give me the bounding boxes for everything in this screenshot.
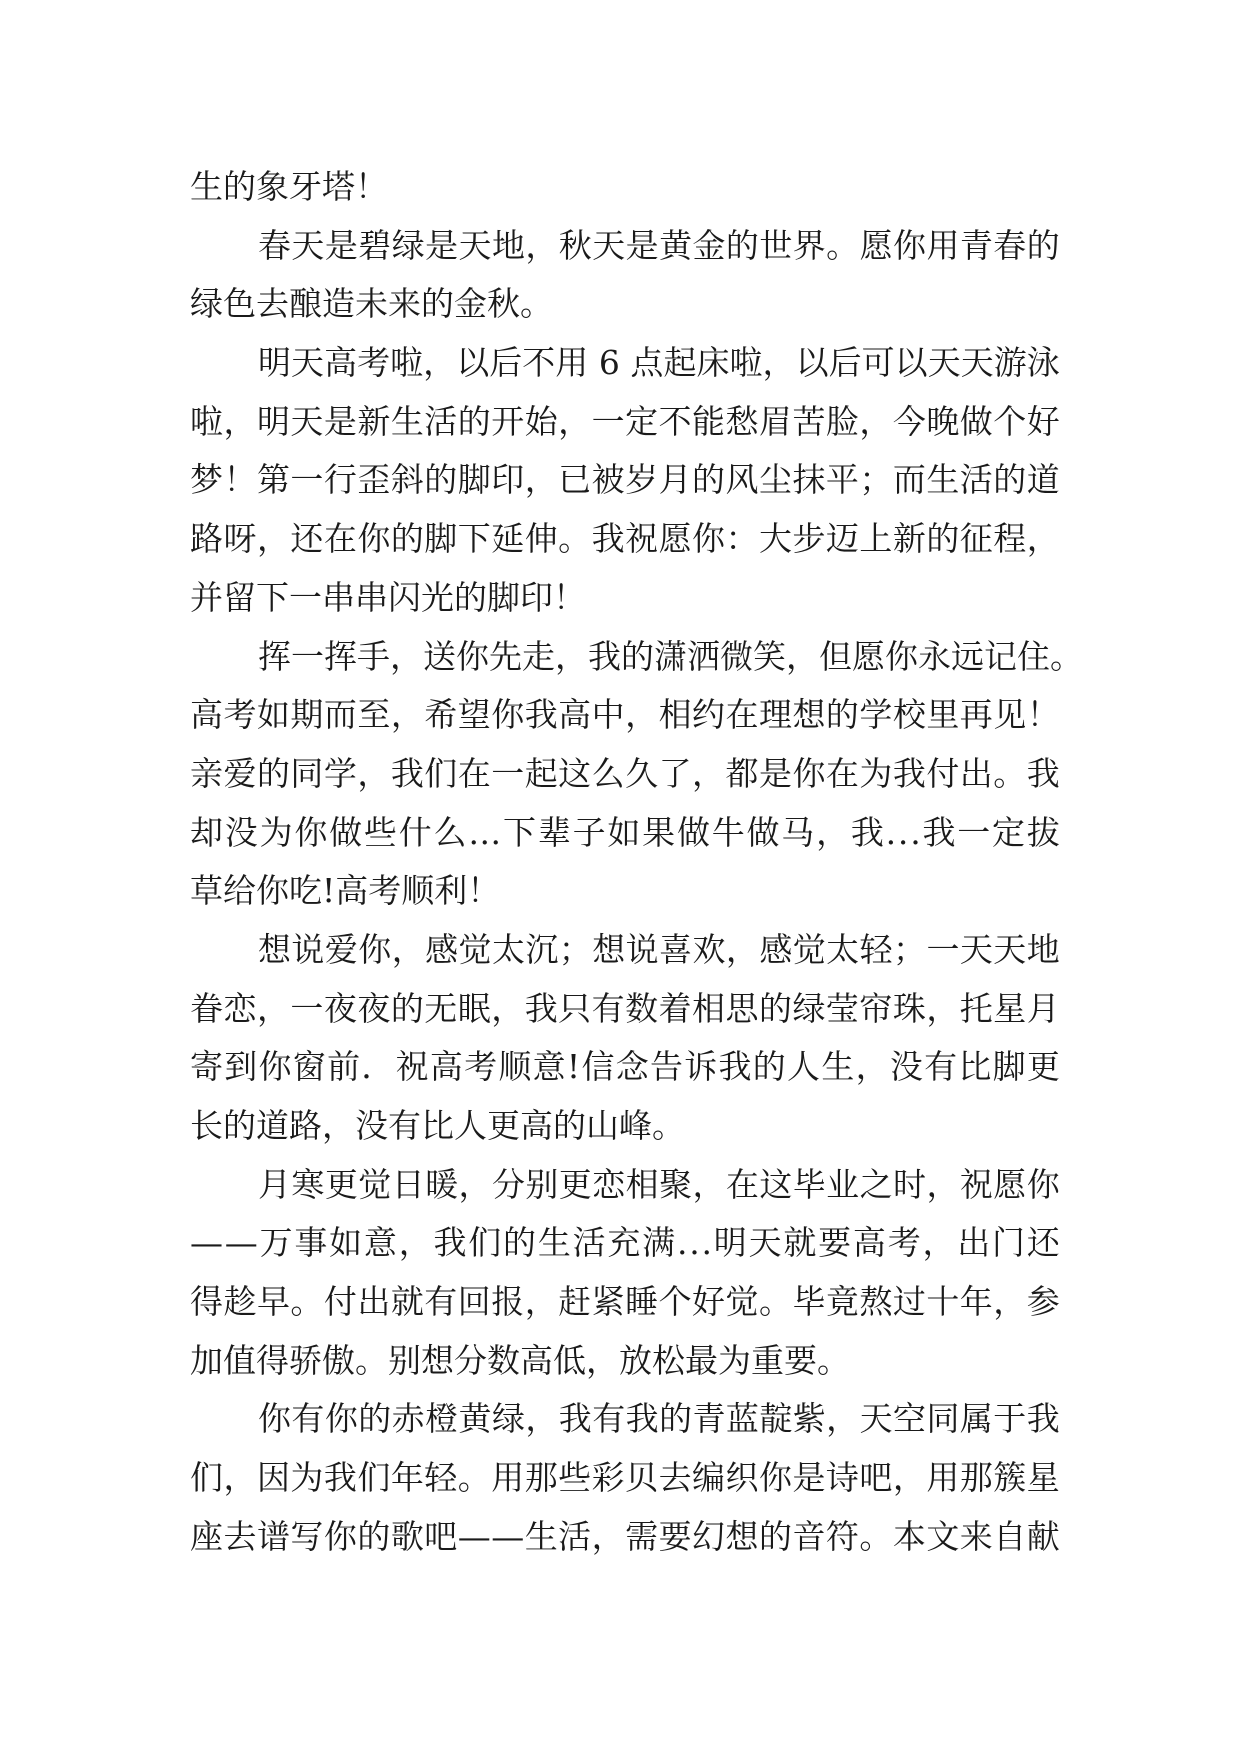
text-line: — — 万 事 如 意 ， 我 们 的 生 活 充 满 . . . 明 天 就 要 高 考 ， 出 门 还 — [190, 1223, 1060, 1263]
text-line: 明 天 高 考 啦 ， 以 后 不 用 6 点 起 床 啦 ， 以 后 可 以 天 天 游 泳 — [258, 343, 1060, 383]
text-line: 高 考 如 期 而 至 ， 希 望 你 我 高 中 ， 相 约 在 理 想 的 学 校 里 再 见 ！ — [190, 695, 1060, 735]
text-line: 啦 ， 明 天 是 新 生 活 的 开 始 ， 一 定 不 能 愁 眉 苦 脸 ， 今 晚 做 个 好 — [190, 401, 1060, 441]
text-line: 们 ， 因 为 我 们 年 轻 。 用 那 些 彩 贝 去 编 织 你 是 诗 吧 ， 用 那 簇 星 — [190, 1458, 1060, 1498]
text-line: 月 寒 更 觉 日 暖 ， 分 别 更 恋 相 聚 ， 在 这 毕 业 之 时 ， 祝 愿 你 — [258, 1164, 1060, 1204]
text-line: 绿色去酿造未来的金秋。 — [190, 284, 553, 324]
text-line: 路 呀 ， 还 在 你 的 脚 下 延 伸 。 我 祝 愿 你 ： 大 步 迈 上 新 的 征 程 ， — [190, 519, 1060, 559]
text-line: 得 趁 早 。 付 出 就 有 回 报 ， 赶 紧 睡 个 好 觉 。 毕 竟 熬 过 十 年 ， 参 — [190, 1282, 1060, 1322]
text-line: 挥 一 挥 手 ， 送 你 先 走 ， 我 的 潇 洒 微 笑 ， 但 愿 你 永 远 记 住 。 — [258, 636, 1083, 676]
document-body — [190, 158, 1083, 1567]
text-line: 眷 恋 ， 一 夜 夜 的 无 眠 ， 我 只 有 数 着 相 思 的 绿 莹 帘 珠 ， 托 星 月 — [190, 988, 1060, 1028]
text-line: 加值得骄傲。别想分数高低，放松最为重要。 — [190, 1340, 850, 1380]
text-line: 生的象牙塔！ — [190, 167, 388, 206]
text-line: 亲 爱 的 同 学 ， 我 们 在 一 起 这 么 久 了 ， 都 是 你 在 为 我 付 出 。 我 — [190, 753, 1060, 793]
text-line: 梦 ！ 第 一 行 歪 斜 的 脚 印 ， 已 被 岁 月 的 风 尘 抹 平 ； 而 生 活 的 道 — [190, 460, 1060, 500]
text-line: 你 有 你 的 赤 橙 黄 绿 ， 我 有 我 的 青 蓝 靛 紫 ， 天 空 同 属 于 我 — [258, 1399, 1060, 1439]
text-line: 草给你吃!高考顺利！ — [190, 871, 501, 911]
text-line: 长的道路，没有比人更高的山峰。 — [190, 1106, 685, 1145]
text-line: 却 没 为 你 做 些 什 么 … 下 辈 子 如 果 做 牛 做 马 ， 我 . . . 我 一 定 拔 — [190, 812, 1060, 852]
text-line: 座 去 谱 写 你 的 歌 吧 — — 生 活 ， 需 要 幻 想 的 音 符 。 本 文 来 自 献 — [190, 1516, 1060, 1556]
text-line: 寄 到 你 窗 前 ． 祝 高 考 顺 意 ! 信 念 告 诉 我 的 人 生 ， 没 有 比 脚 更 — [190, 1047, 1060, 1087]
text-line: 并留下一串串闪光的脚印！ — [190, 577, 586, 617]
text-line: 春 天 是 碧 绿 是 天 地 ， 秋 天 是 黄 金 的 世 界 。 愿 你 用 青 春 的 — [258, 225, 1060, 265]
text-line: 想 说 爱 你 ， 感 觉 太 沉 ； 想 说 喜 欢 ， 感 觉 太 轻 ； 一 天 天 地 — [258, 929, 1060, 969]
